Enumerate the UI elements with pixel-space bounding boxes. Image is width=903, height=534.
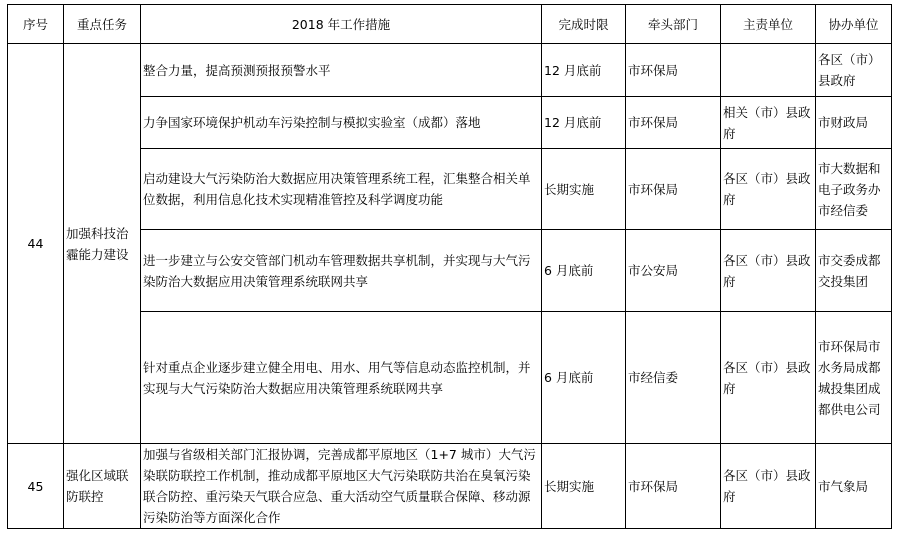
lead-cell: 市经信委 <box>626 312 721 444</box>
table-row <box>8 44 892 97</box>
responsible-cell: 各区（市）县政府 <box>721 444 816 529</box>
header-deadline: 完成时限 <box>542 5 626 44</box>
lead-cell: 市环保局 <box>626 44 721 97</box>
deadline-cell: 长期实施 <box>542 444 626 529</box>
lead-cell: 市环保局 <box>626 149 721 230</box>
header-no: 序号 <box>8 5 64 44</box>
row-task: 加强科技治霾能力建设 <box>64 44 141 444</box>
lead-cell: 市环保局 <box>626 444 721 529</box>
header-task: 重点任务 <box>64 5 141 44</box>
row-no: 45 <box>8 444 64 529</box>
table-row <box>8 444 892 529</box>
table-row <box>8 312 892 444</box>
header-assist: 协办单位 <box>816 5 892 44</box>
deadline-cell: 6 月底前 <box>542 230 626 312</box>
lead-cell: 市公安局 <box>626 230 721 312</box>
header-row <box>8 5 892 44</box>
row-task: 强化区域联防联控 <box>64 444 141 529</box>
assist-cell: 市大数据和电子政务办市经信委 <box>816 149 892 230</box>
lead-cell: 市环保局 <box>626 97 721 149</box>
deadline-cell: 12 月底前 <box>542 97 626 149</box>
assist-cell: 市财政局 <box>816 97 892 149</box>
measures-table <box>7 4 892 529</box>
responsible-cell <box>721 44 816 97</box>
header-responsible: 主责单位 <box>721 5 816 44</box>
assist-cell: 市环保局市水务局成都城投集团成都供电公司 <box>816 312 892 444</box>
deadline-cell: 12 月底前 <box>542 44 626 97</box>
responsible-cell: 各区（市）县政府 <box>721 230 816 312</box>
table-row <box>8 149 892 230</box>
deadline-cell: 6 月底前 <box>542 312 626 444</box>
responsible-cell: 各区（市）县政府 <box>721 149 816 230</box>
measure-cell: 整合力量，提高预测预报预警水平 <box>141 44 542 97</box>
responsible-cell: 各区（市）县政府 <box>721 312 816 444</box>
measure-cell: 力争国家环境保护机动车污染控制与模拟实验室（成都）落地 <box>141 97 542 149</box>
assist-cell: 市气象局 <box>816 444 892 529</box>
table-row <box>8 230 892 312</box>
measure-cell: 加强与省级相关部门汇报协调，完善成都平原地区（1+7 城市）大气污染联防联控工作机制，推动成都平原地区大气污染联防共治在臭氧污染联合防控、重污染天气联合应急、重大活动空气质量联合保障、移动源污染防治等方面深化合作 <box>141 444 542 529</box>
measure-cell: 进一步建立与公安交管部门机动车管理数据共享机制，并实现与大气污染防治大数据应用决策管理系统联网共享 <box>141 230 542 312</box>
row-no: 44 <box>8 44 64 444</box>
assist-cell: 各区（市）县政府 <box>816 44 892 97</box>
header-measures: 2018 年工作措施 <box>141 5 542 44</box>
table-row <box>8 97 892 149</box>
responsible-cell: 相关（市）县政府 <box>721 97 816 149</box>
assist-cell: 市交委成都交投集团 <box>816 230 892 312</box>
measure-cell: 针对重点企业逐步建立健全用电、用水、用气等信息动态监控机制，并实现与大气污染防治大数据应用决策管理系统联网共享 <box>141 312 542 444</box>
measure-cell: 启动建设大气污染防治大数据应用决策管理系统工程，汇集整合相关单位数据，利用信息化技术实现精准管控及科学调度功能 <box>141 149 542 230</box>
deadline-cell: 长期实施 <box>542 149 626 230</box>
header-lead: 牵头部门 <box>626 5 721 44</box>
